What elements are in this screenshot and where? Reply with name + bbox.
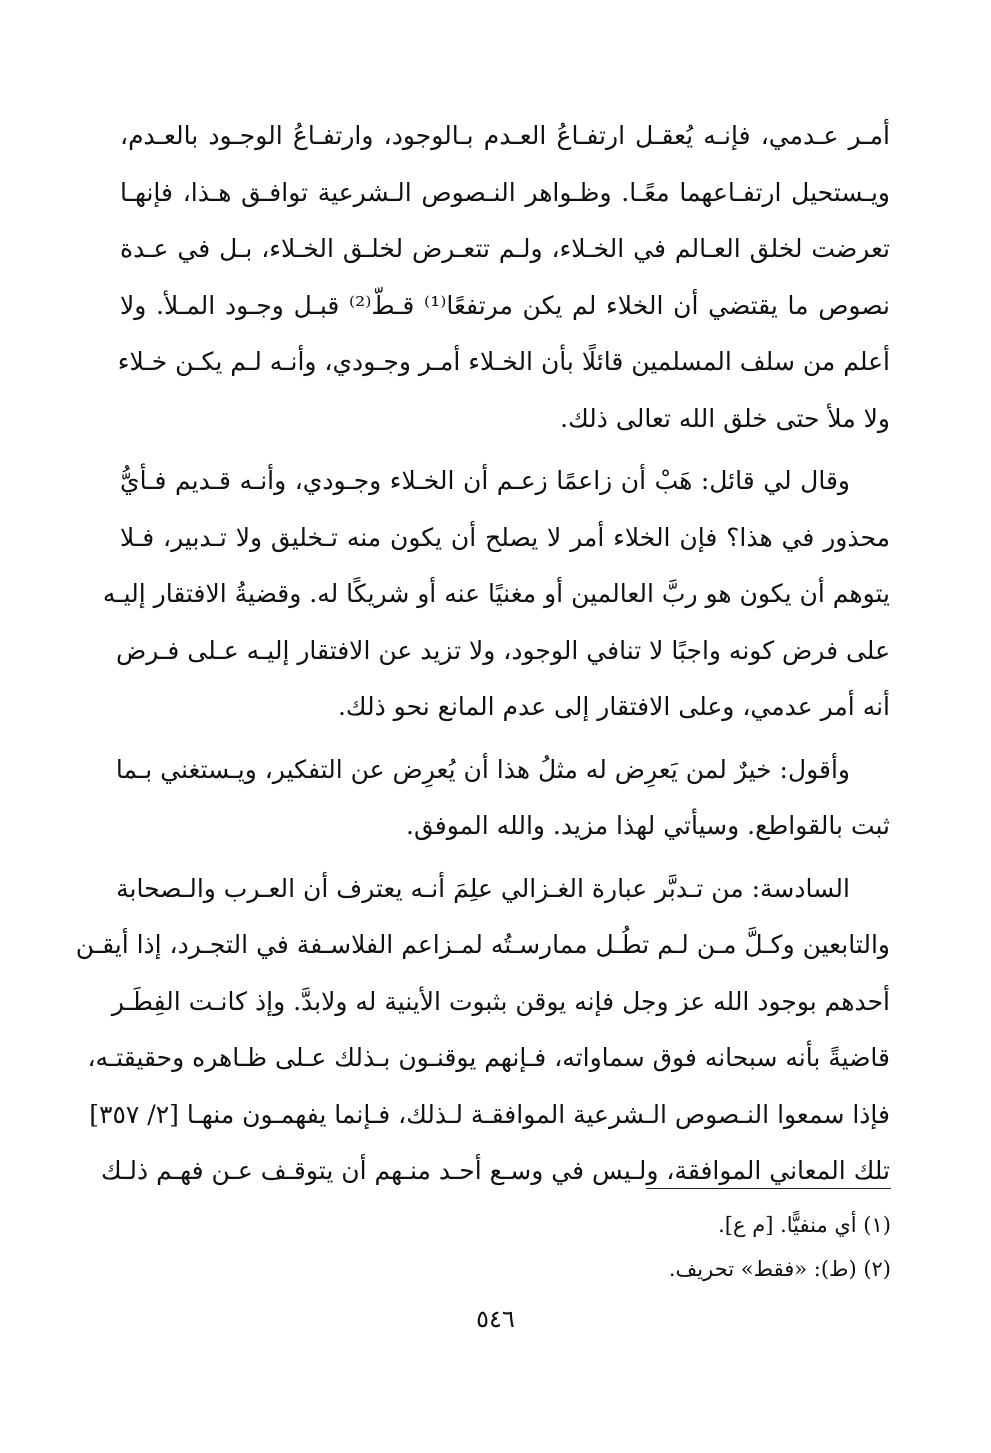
- footnote-divider: [646, 1188, 891, 1189]
- text-line: أعلم من سلف المسلمين قائلًا بأن الخـلاء أمـر وجـودي، وأنـه لـم يكـن خـلاء: [117, 347, 890, 376]
- paragraph-3: [115, 742, 890, 855]
- text-line: نصوص ما يقتضي أن الخلاء لم يكن مرتفعًا⁽¹⁾ قـطّ⁽²⁾ قبـل وجـود المـلأ. ولا: [120, 290, 890, 320]
- footnotes: [291, 1203, 891, 1291]
- main-text: [75, 108, 890, 1206]
- text-line: تعرضت لخلق العـالم في الخـلاء، ولـم تتعـرض لخلـق الخـلاء، بـل في عـدة: [120, 234, 890, 263]
- text-line: فإذا سمعوا النـصوص الـشرعية الموافقـة لـذلك، فـإنما يفهمـون منهـا [٢/ ٣٥٧]: [89, 1099, 890, 1129]
- text-line: ثبت بالقواطع. وسيأتي لهذا مزيد. والله الموفق.: [406, 811, 890, 840]
- text-line: على فرض كونه واجبًا لا تنافي الوجود، ولا تزيد عن الافتقار إليـه عـلى فـرض: [116, 635, 890, 665]
- paragraph-1: [117, 108, 890, 447]
- footnote-2: (٢) (ط): «فقط» تحريف.: [668, 1257, 891, 1281]
- text-line: ولا ملأ حتى خلق الله تعالى ذلك.: [560, 403, 890, 433]
- text-line: أنه أمر عدمي، وعلى الافتقار إلى عدم المانع نحو ذلك.: [337, 692, 890, 721]
- text-line: وأقول: خيرٌ لمن يَعرِض له مثلُ هذا أن يُعرِض عن التفكير، ويـستغني بـما: [115, 754, 850, 784]
- text-line: ويـستحيل ارتفـاعهما معًـا. وظـواهر النـصوص الـشرعية توافـق هـذا، فإنهـا: [120, 177, 890, 207]
- text-line: قاضيةً بأنه سبحانه فوق سماواته، فـإنهم يوقنـون بـذلك عـلى ظـاهره وحقيقتـه،: [87, 1043, 890, 1072]
- text-line: تلك المعاني الموافقة، ولـيس في وسـع أحـد منـهم أن يتوقـف عـن فهـم ذلـك: [101, 1156, 890, 1185]
- text-line: أحدهم بوجود الله عز وجل فإنه يوقن بثبوت الأينية له ولابدَّ. وإذ كانـت الفِطَـر: [111, 986, 890, 1016]
- text-line: وقال لي قائل: هَبْ أن زاعمًا زعـم أن الخـلاء وجـودي، وأنـه قـديم فـأيُّ: [120, 466, 850, 495]
- page-number: ٥٤٦: [476, 1305, 515, 1333]
- text-line: والتابعين وكـلَّ مـن لـم تطُـل ممارسـتُه لمـزاعم الفلاسـفة في التجـرد، إذا أيقـن: [75, 930, 890, 959]
- paragraph-2: [102, 453, 890, 736]
- text-line: أمـر عـدمي، فإنـه يُعقـل ارتفـاعُ العـدم بـالوجود، وارتفـاعُ الوجـود بالعـدم،: [120, 121, 890, 150]
- text-line: السادسة: من تـدبَّر عبارة الغـزالي علِمَ أنـه يعترف أن العـرب والـصحابة: [116, 873, 850, 903]
- text-line: يتوهم أن يكون هو ربَّ العالمين أو مغنيًا عنه أو شريكًا له. وقضيةُ الافتقار إليـه: [102, 579, 890, 608]
- footnote-1: (١) أي منفيًّا. [م ع].: [718, 1213, 891, 1237]
- paragraph-4: [75, 861, 890, 1200]
- text-line: محذور في هذا؟ فإن الخلاء أمر لا يصلح أن يكون منه تـخليق ولا تـدبير، فـلا: [120, 522, 890, 552]
